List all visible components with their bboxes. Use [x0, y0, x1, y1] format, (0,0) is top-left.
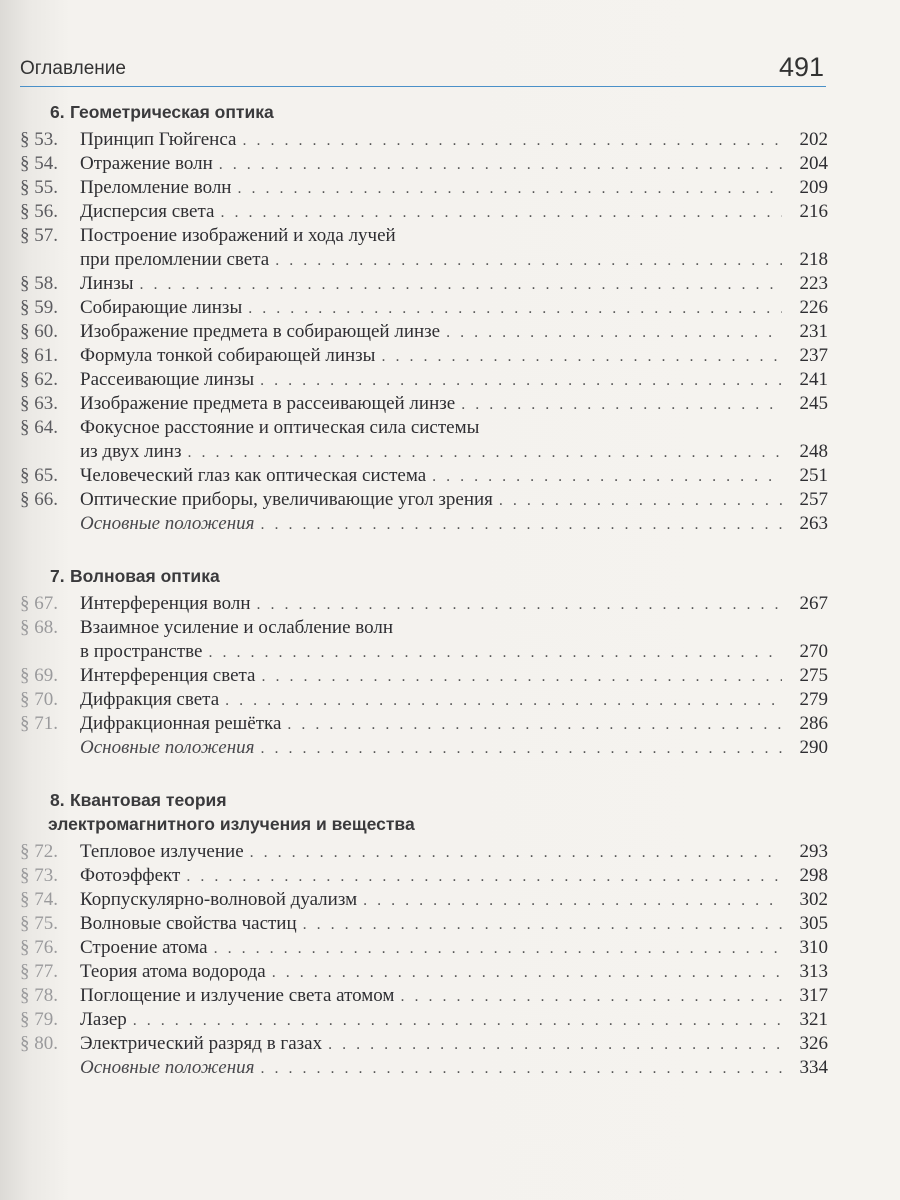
- entry-page-number: 275: [799, 665, 828, 686]
- entry-page-number: 251: [799, 465, 828, 486]
- entry-page-number: 302: [799, 889, 828, 910]
- toc-entry[interactable]: [20, 864, 828, 888]
- dot-leader: [432, 465, 782, 489]
- toc-entry[interactable]: [20, 392, 828, 416]
- dot-leader: [381, 345, 782, 369]
- entry-page-number: 245: [799, 393, 828, 414]
- section-number: § 53.: [20, 129, 58, 150]
- dot-leader: [400, 985, 782, 1009]
- dot-leader: [188, 441, 783, 465]
- entry-page-number: 317: [799, 985, 828, 1006]
- entry-page-number: 293: [799, 841, 828, 862]
- toc-entry-continuation[interactable]: [20, 440, 828, 464]
- section-number: § 57.: [20, 225, 58, 246]
- toc-entry[interactable]: [20, 592, 828, 616]
- toc-entry[interactable]: [20, 984, 828, 1008]
- section-number: § 58.: [20, 273, 58, 294]
- toc-entry[interactable]: [20, 840, 828, 864]
- toc-entry[interactable]: [20, 368, 828, 392]
- dot-leader: [363, 889, 782, 913]
- section-number: § 77.: [20, 961, 58, 982]
- section-number: § 68.: [20, 617, 58, 638]
- entry-title: Построение изображений и хода лучей: [80, 225, 396, 246]
- entry-title: Оптические приборы, увеличивающие угол зрения: [80, 489, 493, 510]
- section-number: § 71.: [20, 713, 58, 734]
- entry-title: Тепловое излучение: [80, 841, 244, 862]
- dot-leader: [272, 961, 782, 985]
- chapter-title-line2: электромагнитного излучения и вещества: [48, 814, 415, 834]
- dot-leader: [242, 129, 782, 153]
- dot-leader: [499, 489, 782, 513]
- dot-leader: [446, 321, 782, 345]
- dot-leader: [219, 153, 782, 177]
- dot-leader: [275, 249, 782, 273]
- section-number: § 70.: [20, 689, 58, 710]
- entry-title: Формула тонкой собирающей линзы: [80, 345, 376, 366]
- entry-title: Лазер: [80, 1009, 127, 1030]
- dot-leader: [261, 737, 783, 761]
- section-number: § 66.: [20, 489, 58, 510]
- page-header: [20, 52, 826, 87]
- toc-entry[interactable]: [20, 296, 828, 320]
- summary-entry[interactable]: [20, 1056, 828, 1080]
- entry-title: Волновые свойства частиц: [80, 913, 297, 934]
- entry-title: Преломление волн: [80, 177, 232, 198]
- entry-title: Собирающие линзы: [80, 297, 243, 318]
- toc-entry[interactable]: [20, 152, 828, 176]
- entry-title: Дифракционная решётка: [80, 713, 282, 734]
- toc-entry[interactable]: [20, 888, 828, 912]
- toc-entry[interactable]: [20, 344, 828, 368]
- summary-title: Основные положения: [80, 737, 255, 758]
- chapter-number: 7.: [50, 566, 65, 586]
- chapter-number: 8.: [50, 790, 65, 810]
- entry-title: Изображение предмета в собирающей линзе: [80, 321, 441, 342]
- page-number: 491: [778, 52, 824, 82]
- entry-title: Человеческий глаз как оптическая система: [80, 465, 427, 486]
- section-number: § 75.: [20, 913, 58, 934]
- section-number: § 54.: [20, 153, 58, 174]
- entry-title-line2: в пространстве: [80, 641, 203, 662]
- entry-title: Фотоэффект: [80, 865, 181, 886]
- summary-entry[interactable]: [20, 736, 828, 760]
- dot-leader: [248, 297, 782, 321]
- section-number: § 73.: [20, 865, 58, 886]
- entry-title: Интерференция волн: [80, 593, 251, 614]
- entry-page-number: 202: [799, 129, 828, 150]
- entry-title: Принцип Гюйгенса: [80, 129, 237, 150]
- toc-entry-continuation[interactable]: [20, 248, 828, 272]
- entry-page-number: 270: [799, 641, 828, 662]
- entry-page-number: 216: [799, 201, 828, 222]
- section-number: § 61.: [20, 345, 58, 366]
- entry-title: Линзы: [80, 273, 134, 294]
- section-number: § 72.: [20, 841, 58, 862]
- section-number: § 60.: [20, 321, 58, 342]
- section-number: § 69.: [20, 665, 58, 686]
- dot-leader: [133, 1009, 782, 1033]
- entry-title: Корпускулярно-волновой дуализм: [80, 889, 358, 910]
- entry-page-number: 209: [799, 177, 828, 198]
- entry-page-number: 231: [799, 321, 828, 342]
- dot-leader: [303, 913, 782, 937]
- dot-leader: [328, 1033, 782, 1057]
- entry-page-number: 286: [799, 713, 828, 734]
- table-of-contents: [20, 100, 828, 1080]
- entry-page-number: 218: [799, 249, 828, 270]
- toc-entry[interactable]: [20, 488, 828, 512]
- dot-leader: [225, 689, 782, 713]
- dot-leader: [220, 201, 782, 225]
- dot-leader: [250, 841, 782, 865]
- summary-page-number: 263: [799, 513, 828, 534]
- dot-leader: [257, 593, 782, 617]
- chapter-title: Геометрическая оптика: [70, 102, 274, 122]
- entry-title: Электрический разряд в газах: [80, 1033, 323, 1054]
- toc-entry[interactable]: [20, 664, 828, 688]
- section-number: § 78.: [20, 985, 58, 1006]
- dot-leader: [461, 393, 782, 417]
- section-number: § 76.: [20, 937, 58, 958]
- dot-leader: [186, 865, 782, 889]
- entry-title-line2: при преломлении света: [80, 249, 270, 270]
- summary-page-number: 334: [799, 1057, 828, 1078]
- summary-entry[interactable]: [20, 512, 828, 536]
- chapter-heading[interactable]: [50, 564, 828, 588]
- entry-page-number: 241: [799, 369, 828, 390]
- dot-leader: [214, 937, 782, 961]
- toc-entry[interactable]: [20, 712, 828, 736]
- entry-title: Дисперсия света: [80, 201, 215, 222]
- entry-page-number: 326: [799, 1033, 828, 1054]
- dot-leader: [287, 713, 782, 737]
- toc-entry[interactable]: [20, 1008, 828, 1032]
- chapter-heading[interactable]: [50, 788, 828, 836]
- dot-leader: [140, 273, 783, 297]
- summary-page-number: 290: [799, 737, 828, 758]
- section-number: § 55.: [20, 177, 58, 198]
- entry-page-number: 321: [799, 1009, 828, 1030]
- summary-title: Основные положения: [80, 513, 255, 534]
- section-number: § 79.: [20, 1009, 58, 1030]
- section-number: § 80.: [20, 1033, 58, 1054]
- entry-page-number: 204: [799, 153, 828, 174]
- entry-page-number: 313: [799, 961, 828, 982]
- section-number: § 56.: [20, 201, 58, 222]
- toc-entry-continuation[interactable]: [20, 640, 828, 664]
- toc-entry[interactable]: [20, 416, 828, 440]
- entry-title: Строение атома: [80, 937, 208, 958]
- entry-title: Дифракция света: [80, 689, 220, 710]
- section-number: § 64.: [20, 417, 58, 438]
- entry-page-number: 267: [799, 593, 828, 614]
- dot-leader: [262, 665, 783, 689]
- toc-entry[interactable]: [20, 128, 828, 152]
- section-number: § 65.: [20, 465, 58, 486]
- toc-entry[interactable]: [20, 320, 828, 344]
- entry-title: Теория атома водорода: [80, 961, 266, 982]
- entry-title: Взаимное усиление и ослабление волн: [80, 617, 394, 638]
- entry-title: Изображение предмета в рассеивающей линзе: [80, 393, 456, 414]
- entry-page-number: 237: [799, 345, 828, 366]
- toc-entry[interactable]: [20, 464, 828, 488]
- dot-leader: [261, 513, 783, 537]
- entry-page-number: 279: [799, 689, 828, 710]
- summary-title: Основные положения: [80, 1057, 255, 1078]
- toc-entry[interactable]: [20, 960, 828, 984]
- toc-entry[interactable]: [20, 1032, 828, 1056]
- dot-leader: [261, 1057, 783, 1081]
- entry-page-number: 310: [799, 937, 828, 958]
- entry-page-number: 298: [799, 865, 828, 886]
- page-title: Оглавление: [20, 58, 126, 79]
- toc-entry[interactable]: [20, 224, 828, 248]
- section-number: § 62.: [20, 369, 58, 390]
- toc-entry[interactable]: [20, 688, 828, 712]
- section-number: § 63.: [20, 393, 58, 414]
- toc-entry[interactable]: [20, 200, 828, 224]
- entry-title: Поглощение и излучение света атомом: [80, 985, 395, 1006]
- entry-page-number: 226: [799, 297, 828, 318]
- chapter-heading[interactable]: [50, 100, 828, 124]
- entry-title: Фокусное расстояние и оптическая сила системы: [80, 417, 480, 438]
- section-number: § 59.: [20, 297, 58, 318]
- dot-leader: [237, 177, 782, 201]
- chapter-number: 6.: [50, 102, 65, 122]
- toc-entry[interactable]: [20, 176, 828, 200]
- toc-entry[interactable]: [20, 272, 828, 296]
- toc-entry[interactable]: [20, 912, 828, 936]
- entry-page-number: 305: [799, 913, 828, 934]
- section-number: § 67.: [20, 593, 58, 614]
- entry-page-number: 248: [799, 441, 828, 462]
- dot-leader: [208, 641, 782, 665]
- section-number: § 74.: [20, 889, 58, 910]
- chapter-title: Волновая оптика: [70, 566, 220, 586]
- entry-page-number: 257: [799, 489, 828, 510]
- entry-title: Отражение волн: [80, 153, 213, 174]
- dot-leader: [260, 369, 782, 393]
- toc-entry[interactable]: [20, 936, 828, 960]
- entry-page-number: 223: [799, 273, 828, 294]
- toc-entry[interactable]: [20, 616, 828, 640]
- chapter-title: Квантовая теория: [70, 790, 227, 810]
- entry-title-line2: из двух линз: [80, 441, 182, 462]
- entry-title: Интерференция света: [80, 665, 256, 686]
- entry-title: Рассеивающие линзы: [80, 369, 255, 390]
